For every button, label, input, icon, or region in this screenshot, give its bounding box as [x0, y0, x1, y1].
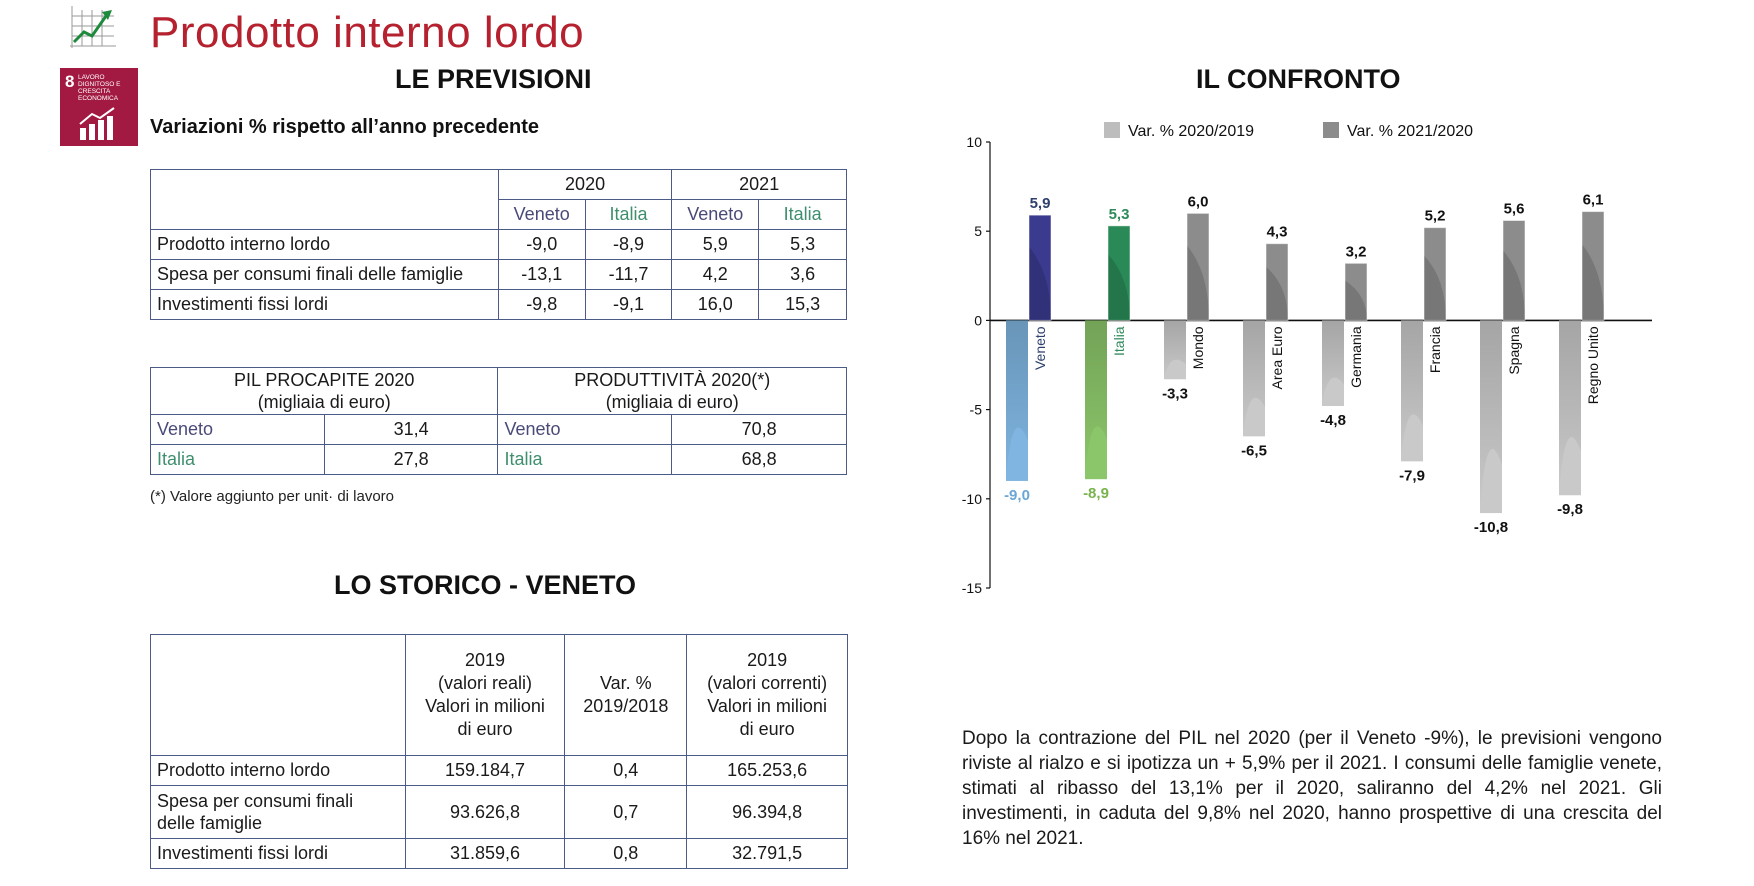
- data-label-2021: 6,0: [1187, 193, 1209, 211]
- chart-bars: [1004, 192, 1604, 536]
- table-row: [151, 260, 847, 290]
- category-label: Francia: [1427, 326, 1443, 374]
- header-empty-cell: [151, 170, 499, 230]
- cell-value: -9,8: [498, 290, 585, 320]
- cell-value: 4,2: [672, 260, 759, 290]
- header-line: di euro: [457, 719, 513, 739]
- previsioni-heading: LE PREVISIONI: [395, 64, 592, 94]
- cell-value: 27,8: [324, 445, 498, 475]
- data-label-2021: 4,3: [1266, 223, 1288, 241]
- data-label-2021: 5,2: [1424, 207, 1446, 225]
- sdg-number: 8: [65, 72, 75, 91]
- data-label-2021: 5,6: [1503, 200, 1525, 218]
- table-row: [151, 230, 847, 260]
- pil-procapite-header: [151, 368, 498, 415]
- cell-value: 0,8: [565, 839, 687, 869]
- cell-value: 0,7: [565, 786, 687, 839]
- previsioni-table: [150, 169, 847, 320]
- growth-chart-icon: [66, 2, 118, 57]
- pil-header-unit: (migliaia di euro): [257, 392, 391, 412]
- header-line: (valori reali): [438, 673, 533, 693]
- header-line: Valori in milioni: [425, 696, 545, 716]
- table-row: [151, 290, 847, 320]
- col-var-header: [565, 635, 687, 756]
- row-label: Prodotto interno lordo: [151, 756, 406, 786]
- header-line: di euro: [739, 719, 795, 739]
- category-label: Veneto: [1032, 326, 1048, 371]
- y-tick-label: 10: [966, 134, 982, 150]
- storico-table: [150, 634, 848, 869]
- region-label-italia: Italia: [498, 445, 672, 475]
- data-label-2020: -3,3: [1162, 385, 1188, 403]
- confronto-paragraph: Dopo la contrazione del PIL nel 2020 (per il Veneto -9%), le previsioni vengono riviste al rialzo e si ipotizza un + 5,9% per il 2021. I consumi delle famiglie venete, stimati al ribasso del 13,1% per il 2020, saliranno del 4,2% nel 2021. Gli investimenti, in caduta del 9,8% nel 2020, hanno prospettive di una crescita del 16% nel 2021.: [962, 728, 1662, 849]
- data-label-2020: -9,8: [1557, 501, 1583, 519]
- cell-value: 31.859,6: [405, 839, 565, 869]
- category-label: Italia: [1111, 326, 1127, 356]
- cell-value: 0,4: [565, 756, 687, 786]
- cell-value: 165.253,6: [687, 756, 848, 786]
- data-label-2021: 6,1: [1582, 191, 1604, 209]
- cell-value: 96.394,8: [687, 786, 848, 839]
- cell-value: 3,6: [759, 260, 847, 290]
- header-line: 2019/2018: [583, 696, 669, 716]
- y-tick-label: 0: [974, 312, 982, 329]
- procapite-table: [150, 367, 847, 475]
- gdp-comparison-chart: [950, 110, 1670, 610]
- cell-value: 93.626,8: [405, 786, 565, 839]
- region-label-veneto: Veneto: [498, 415, 672, 445]
- cell-value: 31,4: [324, 415, 498, 445]
- legend-swatch: [1104, 122, 1120, 138]
- y-tick-label: -5: [969, 401, 982, 418]
- region-header-italia-2020: Italia: [585, 200, 672, 230]
- previsioni-subtitle: Variazioni % rispetto all’anno precedente: [150, 116, 539, 138]
- category-label: Germania: [1348, 326, 1364, 388]
- header-line: 2019: [747, 650, 788, 670]
- header-line: (valori correnti): [707, 673, 828, 693]
- legend-label: Var. % 2021/2020: [1347, 123, 1474, 140]
- data-label-2020: -6,5: [1241, 442, 1267, 460]
- footnote: (*) Valore aggiunto per unit· di lavoro: [150, 488, 395, 505]
- data-label-2020: -8,9: [1083, 485, 1109, 503]
- data-label-2020: -9,0: [1004, 486, 1030, 504]
- data-label-2020: -7,9: [1399, 467, 1425, 485]
- cell-value: -13,1: [498, 260, 585, 290]
- cell-value: 5,9: [672, 230, 759, 260]
- category-label: Regno Unito: [1585, 326, 1601, 405]
- cell-value: 5,3: [759, 230, 847, 260]
- region-header-veneto-2021: Veneto: [672, 200, 759, 230]
- pil-header-title: PIL PROCAPITE 2020: [234, 370, 415, 390]
- region-label-veneto: Veneto: [151, 415, 325, 445]
- year-2021-header: 2021: [672, 170, 847, 200]
- cell-value: 159.184,7: [405, 756, 565, 786]
- storico-heading: LO STORICO - VENETO: [334, 570, 637, 600]
- cell-value: -9,0: [498, 230, 585, 260]
- row-label: [151, 786, 406, 839]
- y-axis: [962, 134, 1652, 596]
- prod-header-title: PRODUTTIVITÀ 2020(*): [574, 370, 771, 390]
- table-row: [151, 415, 847, 445]
- category-label: Spagna: [1506, 326, 1522, 375]
- row-label: Spesa per consumi finali delle famiglie: [151, 260, 499, 290]
- region-label-italia: Italia: [151, 445, 325, 475]
- confronto-heading: IL CONFRONTO: [1196, 64, 1401, 94]
- header-empty-cell: [151, 635, 406, 756]
- row-label-line: delle famiglie: [157, 813, 263, 833]
- col-2019-reali-header: [405, 635, 565, 756]
- y-tick-label: -10: [961, 490, 982, 507]
- row-label: Investimenti fissi lordi: [151, 839, 406, 869]
- cell-value: -9,1: [585, 290, 672, 320]
- cell-value: 16,0: [672, 290, 759, 320]
- col-2019-correnti-header: [687, 635, 848, 756]
- data-label-2021: 5,3: [1108, 205, 1130, 223]
- y-tick-label: 5: [974, 223, 982, 240]
- header-line: 2019: [464, 650, 506, 670]
- sdg-growth-icon: [78, 106, 120, 142]
- cell-value: 68,8: [672, 445, 847, 475]
- data-label-2021: 3,2: [1345, 243, 1367, 261]
- row-label: Investimenti fissi lordi: [151, 290, 499, 320]
- data-label-2020: -4,8: [1320, 412, 1346, 430]
- legend-label: Var. % 2020/2019: [1128, 123, 1255, 140]
- region-header-italia-2021: Italia: [759, 200, 847, 230]
- header-line: Valori in milioni: [707, 696, 827, 716]
- page-title: Prodotto interno lordo: [150, 8, 585, 57]
- produttivita-header: [498, 368, 847, 415]
- header-line: Var. %: [599, 673, 652, 693]
- table-row: [151, 786, 848, 839]
- sdg-8-badge: [60, 68, 138, 146]
- row-label: Prodotto interno lordo: [151, 230, 499, 260]
- category-label: Mondo: [1190, 326, 1206, 370]
- table-row: [151, 839, 848, 869]
- year-2020-header: 2020: [498, 170, 672, 200]
- data-label-2020: -10,8: [1473, 519, 1509, 537]
- y-tick-label: -15: [961, 580, 982, 596]
- region-header-veneto-2020: Veneto: [498, 200, 585, 230]
- legend-swatch: [1323, 122, 1339, 138]
- prod-header-unit: (migliaia di euro): [605, 392, 739, 412]
- table-row: [151, 756, 848, 786]
- cell-value: 70,8: [672, 415, 847, 445]
- cell-value: -8,9: [585, 230, 672, 260]
- data-label-2021: 5,9: [1029, 195, 1051, 213]
- category-label: Area Euro: [1269, 326, 1285, 390]
- cell-value: 32.791,5: [687, 839, 848, 869]
- row-label-line: Spesa per consumi finali: [157, 791, 354, 811]
- cell-value: 15,3: [759, 290, 847, 320]
- table-row: [151, 445, 847, 475]
- cell-value: -11,7: [585, 260, 672, 290]
- sdg-text: LAVORO DIGNITOSO E CRESCITA ECONOMICA: [78, 74, 121, 102]
- chart-legend: [1104, 122, 1473, 140]
